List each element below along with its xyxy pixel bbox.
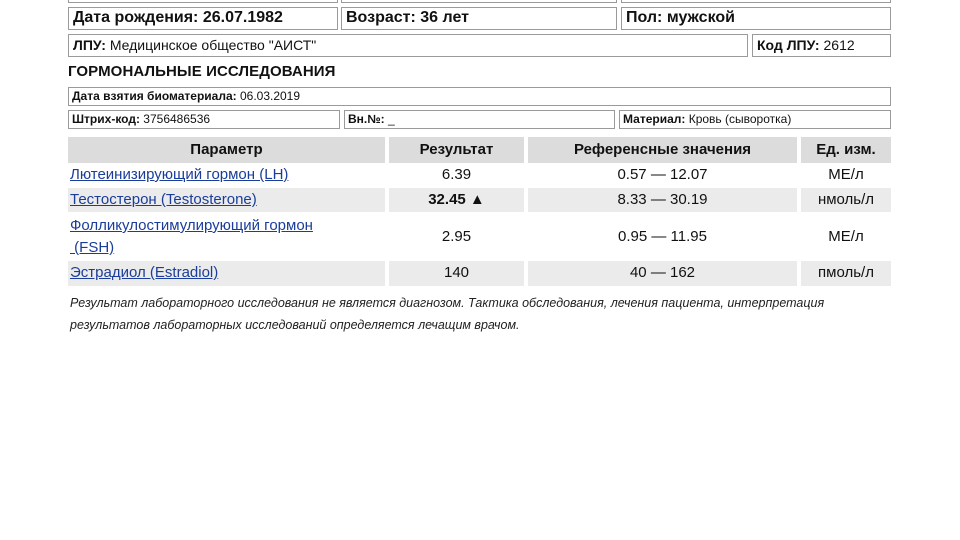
table-row xyxy=(0,188,960,212)
top-cut-strip-left xyxy=(68,0,338,3)
ext-number-label: Вн.№: xyxy=(348,112,385,126)
age-field xyxy=(341,7,617,30)
ref-testosterone: 8.33 — 30.19 xyxy=(617,191,708,208)
sample-date-field xyxy=(68,87,891,106)
lpu-code-value: 2612 xyxy=(823,37,855,53)
param-estradiol-link[interactable]: Эстрадиол (Estradiol) xyxy=(70,264,219,281)
age-value: 36 лет xyxy=(420,9,469,26)
result-estradiol: 140 xyxy=(443,264,470,281)
sex-field xyxy=(621,7,891,30)
result-lh: 6.39 xyxy=(441,166,472,183)
unit-estradiol: пмоль/л xyxy=(818,264,874,281)
ext-number-field xyxy=(344,110,615,129)
ref-lh: 0.57 — 12.07 xyxy=(617,166,708,183)
param-fsh-link-line1[interactable]: Фолликулостимулирующий гормон xyxy=(70,217,313,234)
material-label: Материал: xyxy=(623,112,686,126)
unit-fsh: МЕ/л xyxy=(828,228,864,245)
header-reference: Референсные значения xyxy=(528,137,797,163)
unit-lh: МЕ/л xyxy=(828,166,864,183)
lpu-field xyxy=(68,34,748,57)
param-testosterone-link[interactable]: Тестостерон (Testosterone) xyxy=(70,191,257,208)
ext-number-value: _ xyxy=(387,112,395,126)
barcode-field xyxy=(68,110,340,129)
lpu-code-label: Код ЛПУ: xyxy=(757,37,820,53)
sex-label: Пол: xyxy=(626,9,663,26)
table-row xyxy=(0,164,960,188)
header-parameter: Параметр xyxy=(68,137,385,163)
birth-date-label: Дата рождения: xyxy=(73,9,199,26)
section-title: ГОРМОНАЛЬНЫЕ ИССЛЕДОВАНИЯ xyxy=(68,63,336,80)
barcode-value: 3756486536 xyxy=(143,112,211,126)
result-fsh: 2.95 xyxy=(441,228,472,245)
disclaimer-note xyxy=(70,292,900,336)
table-row xyxy=(0,214,960,260)
unit-testosterone: нмоль/л xyxy=(817,191,875,208)
age-label: Возраст: xyxy=(346,9,416,26)
table-row xyxy=(0,261,960,286)
lpu-code-field xyxy=(752,34,891,57)
param-lh-link[interactable]: Лютеинизирующий гормон (LH) xyxy=(70,166,289,183)
result-testosterone: 32.45 ▲ xyxy=(428,191,485,208)
ref-fsh: 0.95 — 11.95 xyxy=(618,228,707,245)
top-cut-strip-right xyxy=(621,0,891,3)
barcode-label: Штрих-код: xyxy=(72,112,140,126)
ref-estradiol: 40 — 162 xyxy=(629,264,696,281)
birth-date-field xyxy=(68,7,338,30)
top-cut-strip-mid xyxy=(341,0,617,3)
birth-date-value: 26.07.1982 xyxy=(202,9,283,26)
header-unit: Ед. изм. xyxy=(801,137,891,163)
sex-value: мужской xyxy=(666,9,735,26)
param-fsh-link-line2[interactable]: (FSH) xyxy=(70,239,115,256)
material-value: Кровь (сыворотка) xyxy=(688,112,792,126)
disclaimer-line-2: результатов лабораторных исследований определяется лечащим врачом. xyxy=(70,318,520,332)
sample-date-value: 06.03.2019 xyxy=(239,89,301,103)
sample-date-label: Дата взятия биоматериала: xyxy=(72,89,237,103)
disclaimer-line-1: Результат лабораторного исследования не является диагнозом. Тактика обследования, лечения пациента, интерпретация xyxy=(70,296,825,310)
header-result: Результат xyxy=(389,137,524,163)
material-field xyxy=(619,110,891,129)
lpu-label: ЛПУ: xyxy=(73,37,106,53)
lpu-value: Медицинское общество "АИСТ" xyxy=(109,37,317,53)
